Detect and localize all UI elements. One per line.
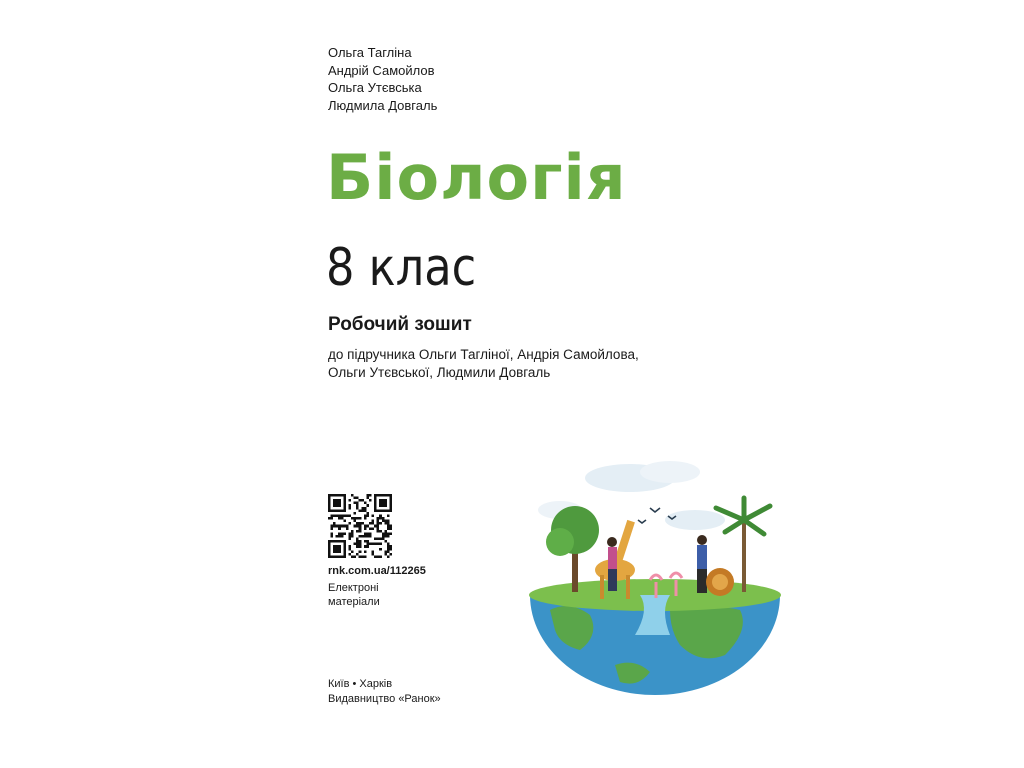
book-note-line: Ольги Утєвської, Людмили Довгаль (328, 365, 551, 380)
grade-title: 8 клас (326, 238, 477, 298)
person-legs (697, 569, 707, 593)
imprint-publisher: Видавництво «Ранок» (328, 693, 441, 705)
earth-hemisphere-illustration (520, 460, 790, 700)
qr-caption (328, 581, 380, 609)
qr-link[interactable]: rnk.com.ua/112265 (328, 565, 426, 577)
giraffe-leg (626, 575, 630, 599)
author-name: Ольга Утєвська (328, 80, 422, 95)
person-head (607, 537, 617, 547)
book-note (328, 346, 639, 382)
imprint (328, 677, 441, 707)
qr-code-icon[interactable] (328, 494, 392, 558)
cloud-shape (640, 461, 700, 483)
palm-trunk (742, 520, 746, 592)
author-list (328, 44, 437, 114)
tree-crown (546, 528, 574, 556)
lion-face (712, 574, 728, 590)
person-body (697, 545, 707, 569)
author-name: Ольга Тагліна (328, 45, 412, 60)
person-head (697, 535, 707, 545)
subject-title: Біологія (326, 141, 627, 214)
author-name: Людмила Довгаль (328, 97, 438, 113)
person-body (608, 547, 617, 569)
person-legs (608, 569, 617, 591)
giraffe-leg (600, 575, 604, 599)
author-name: Андрій Самойлов (328, 62, 435, 78)
qr-caption-line: Електроні (328, 582, 379, 594)
imprint-city: Київ • Харків (328, 678, 393, 690)
cloud-shape (665, 510, 725, 530)
qr-caption-line: матеріали (328, 596, 380, 608)
book-note-line: до підручника Ольги Тагліної, Андрія Самойлова, (328, 347, 639, 362)
book-type: Робочий зошит (328, 314, 472, 335)
